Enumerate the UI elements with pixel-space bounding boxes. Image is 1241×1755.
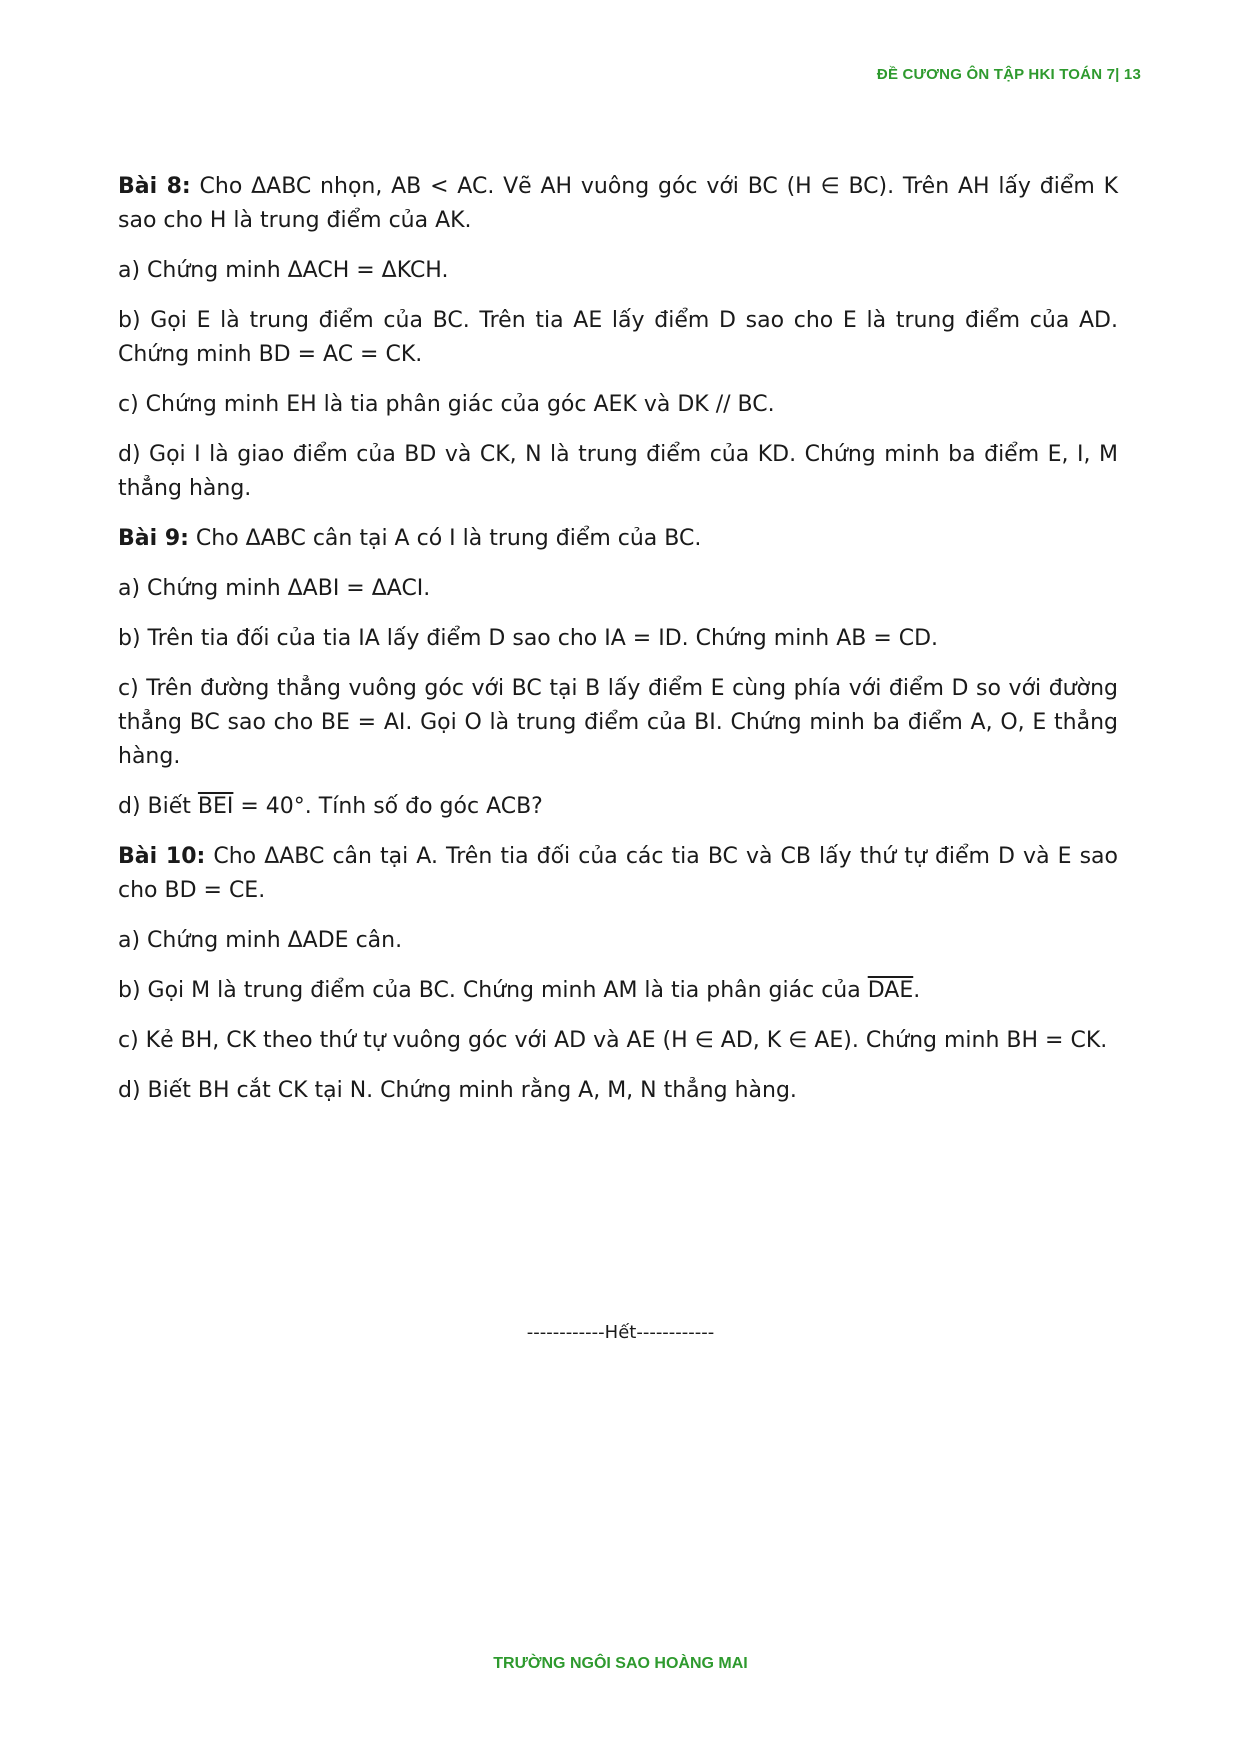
bai9-d-post: = 40°. Tính số đo góc ACB? — [233, 794, 543, 819]
bai9-d-pre: d) Biết — [118, 794, 198, 819]
bai10-part-d: d) Biết BH cắt CK tại N. Chứng minh rằng A, M, N thẳng hàng. — [118, 1078, 797, 1103]
bai10-part-a: a) Chứng minh ΔADE cân. — [118, 928, 403, 953]
bai9-intro-text: Cho ΔABC cân tại A có I là trung điểm của BC. — [188, 526, 702, 551]
bai8-part-a: a) Chứng minh ΔACH = ΔKCH. — [118, 258, 449, 283]
bai9-part-c: c) Trên đường thẳng vuông góc với BC tại B lấy điểm E cùng phía với điểm D so với đường thẳng BC sao cho BE = AI. Gọi O là trung điểm của BI. Chứng minh ba điểm A, O, E thẳng hàng. — [118, 676, 1118, 769]
bai10-b-post: . — [913, 978, 921, 1003]
bai8-part-d: d) Gọi I là giao điểm của BD và CK, N là trung điểm của KD. Chứng minh ba điểm E, I, M thẳng hàng. — [118, 442, 1118, 501]
angle-bei: $\overline{BEI}$ — [197, 794, 234, 819]
bai8-intro-text: Cho ΔABC nhọn, AB < AC. Vẽ AH vuông góc với BC (H ∈ BC). Trên AH lấy điểm K sao cho H là trung điểm của AK. — [118, 174, 1119, 233]
bai10-part-c: c) Kẻ BH, CK theo thứ tự vuông góc với AD và AE (H ∈ AD, K ∈ AE). Chứng minh BH = CK. — [118, 1028, 1108, 1053]
bai9-title: Bài 9: — [118, 526, 189, 551]
bai10-part-b — [118, 974, 1118, 1008]
bai10-b-pre: b) Gọi M là trung điểm của BC. Chứng minh AM là tia phân giác của — [118, 978, 868, 1003]
document-body — [118, 170, 1118, 1124]
end-marker: ------------Hết------------ — [526, 1322, 715, 1343]
bai9-part-a: a) Chứng minh ΔABI = ΔACI. — [118, 576, 431, 601]
bai9-part-d — [118, 790, 1118, 824]
bai10-title: Bài 10: — [118, 844, 206, 869]
bai8-intro — [118, 170, 1118, 238]
page-footer: TRƯỜNG NGÔI SAO HOÀNG MAI — [493, 1655, 748, 1672]
bai10-intro-text: Cho ΔABC cân tại A. Trên tia đối của các tia BC và CB lấy thứ tự điểm D và E sao cho BD = CE. — [118, 844, 1118, 903]
bai8-part-b: b) Gọi E là trung điểm của BC. Trên tia AE lấy điểm D sao cho E là trung điểm của AD. Chứng minh BD = AC = CK. — [118, 308, 1118, 367]
bai9-part-b: b) Trên tia đối của tia IA lấy điểm D sao cho IA = ID. Chứng minh AB = CD. — [118, 626, 939, 651]
angle-dae: $\overline{DAE}$ — [867, 978, 914, 1003]
bai8-part-c: c) Chứng minh EH là tia phân giác của góc AEK và DK // BC. — [118, 392, 775, 417]
bai10-intro — [118, 840, 1118, 908]
bai9-intro — [118, 522, 1118, 556]
bai8-title: Bài 8: — [118, 174, 191, 199]
page-header: ĐỀ CƯƠNG ÔN TẬP HKI TOÁN 7| 13 — [876, 66, 1141, 83]
